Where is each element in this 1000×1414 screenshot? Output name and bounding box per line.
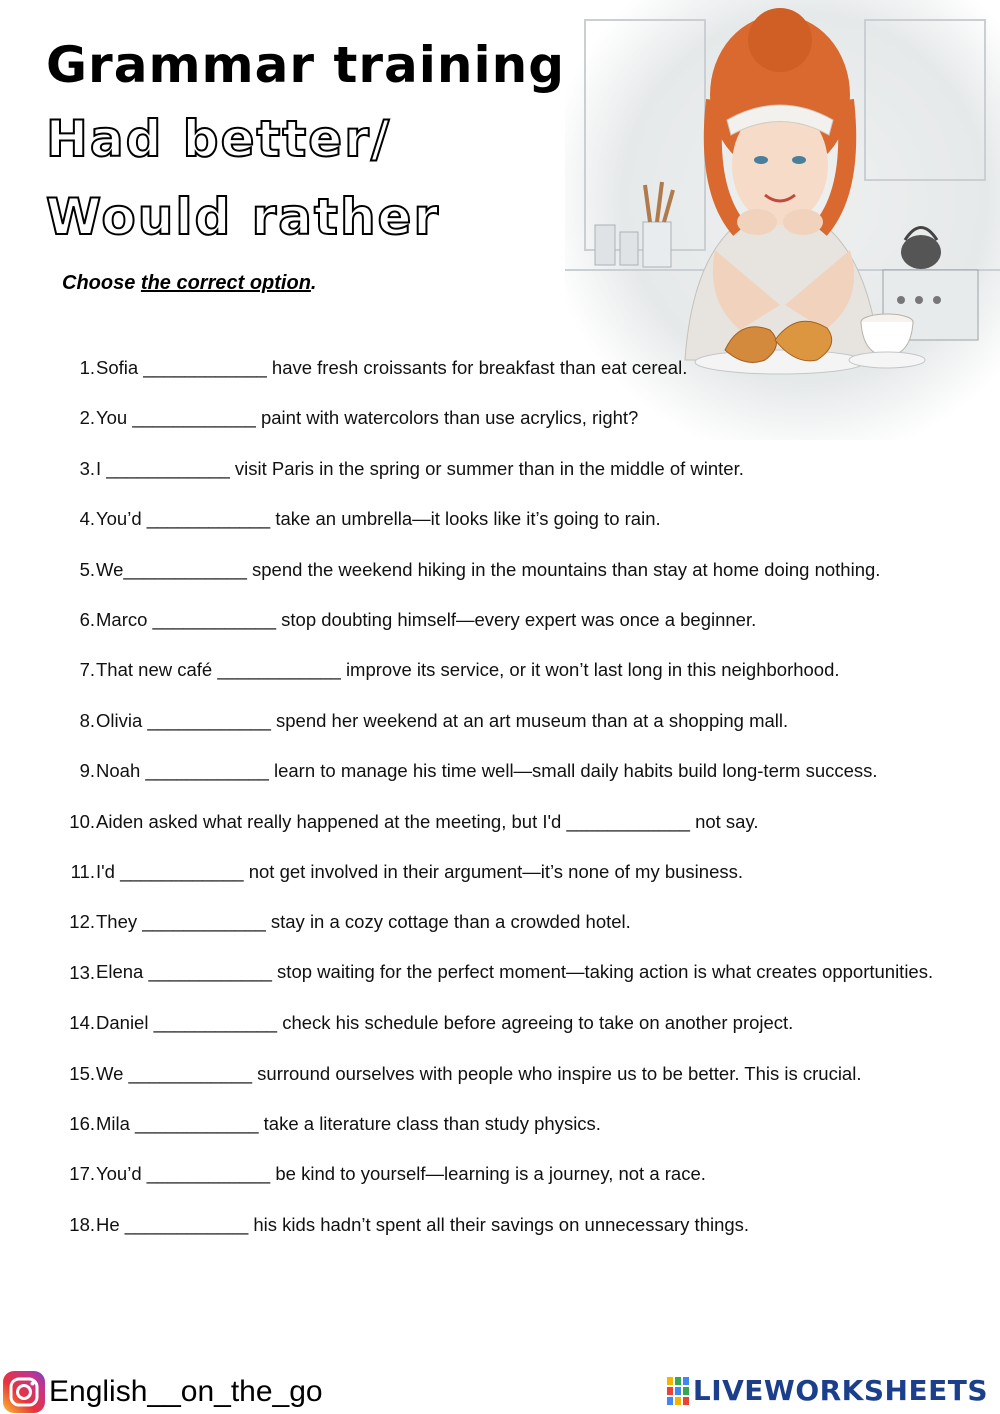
exercise-text: Olivia ____________ spend her weekend at an art museum than at a shopping mall. <box>96 709 789 731</box>
exercise-text: Marco ____________ stop doubting himself—every expert was once a beginner. <box>96 608 757 630</box>
exercise-item <box>60 909 962 934</box>
exercise-number: 9. <box>79 760 95 782</box>
page-title: Grammar training <box>46 36 566 94</box>
exercise-text: Elena ____________ stop waiting for the perfect moment—taking action is what creates opportunities. <box>96 961 934 982</box>
exercise-text: I ____________ visit Paris in the spring or summer than in the middle of winter. <box>96 457 744 479</box>
instruction-suffix: . <box>310 272 317 294</box>
exercise-text: Sofia ____________ have fresh croissants for breakfast than eat cereal. <box>96 357 688 378</box>
exercise-text: We____________ spend the weekend hiking in the mountains than stay at home doing nothing. <box>96 558 881 580</box>
exercise-number: 10. <box>69 810 95 832</box>
exercise-text: Aiden asked what really happened at the meeting, but I'd ____________ not say. <box>96 810 759 832</box>
exercise-text: Daniel ____________ check his schedule before agreeing to take on another project. <box>96 1012 794 1034</box>
exercise-number: 4. <box>79 508 95 530</box>
exercise-item <box>60 355 962 380</box>
exercise-item <box>60 607 962 632</box>
exercise-number: 14. <box>69 1012 95 1034</box>
social-handle[interactable]: English__on_the_go <box>49 1375 323 1408</box>
exercise-number: 17. <box>69 1163 95 1185</box>
exercise-text: I'd ____________ not get involved in their argument—it’s none of my business. <box>96 860 743 882</box>
exercise-text: That new café ____________ improve its service, or it won’t last long in this neighborhood. <box>96 659 840 681</box>
exercise-text: You ____________ paint with watercolors than use acrylics, right? <box>96 407 639 429</box>
exercise-item <box>60 1212 962 1237</box>
instagram-icon[interactable] <box>2 1370 46 1414</box>
exercise-text: We ____________ surround ourselves with people who inspire us to be better. This is crucial. <box>96 1062 862 1084</box>
exercise-number: 12. <box>69 911 95 933</box>
exercise-text: They ____________ stay in a cozy cottage than a crowded hotel. <box>96 911 631 933</box>
exercise-item <box>60 506 962 531</box>
exercise-text: You’d ____________ be kind to yourself—learning is a journey, not a race. <box>96 1163 706 1185</box>
subtitle-line-1: Had better/ <box>46 110 392 168</box>
exercise-list <box>60 355 962 1262</box>
exercise-text: Mila ____________ take a literature class than study physics. <box>96 1112 601 1134</box>
exercise-number: 6. <box>79 608 95 630</box>
instruction-prefix: Choose <box>62 272 141 294</box>
exercise-item <box>60 456 962 481</box>
exercise-text: Noah ____________ learn to manage his time well—small daily habits build long-term success. <box>96 760 878 782</box>
exercise-number: 7. <box>79 659 95 681</box>
exercise-item <box>60 1010 962 1035</box>
exercise-item <box>60 1061 962 1086</box>
exercise-item <box>60 1111 962 1136</box>
exercise-item <box>60 960 962 985</box>
exercise-text: He ____________ his kids hadn’t spent all their savings on unnecessary things. <box>96 1213 750 1235</box>
exercise-item <box>60 708 962 733</box>
exercise-number: 15. <box>69 1062 95 1084</box>
exercise-item <box>60 657 962 682</box>
instruction <box>62 272 316 295</box>
exercise-number: 8. <box>79 709 95 731</box>
exercise-item <box>60 1161 962 1186</box>
exercise-number: 2. <box>79 407 95 429</box>
brand-name[interactable]: LIVEWORKSHEETS <box>692 1374 988 1407</box>
exercise-item <box>60 809 962 834</box>
exercise-item <box>60 758 962 783</box>
footer-social <box>2 1370 323 1414</box>
exercise-number: 1. <box>79 357 95 378</box>
footer-brand <box>667 1374 988 1407</box>
exercise-number: 3. <box>79 457 95 479</box>
exercise-text: You’d ____________ take an umbrella—it looks like it’s going to rain. <box>96 508 661 530</box>
exercise-number: 13. <box>69 961 95 983</box>
exercise-number: 11. <box>70 860 95 882</box>
liveworksheets-logo-icon <box>667 1377 689 1405</box>
exercise-item <box>60 859 962 884</box>
exercise-number: 18. <box>69 1213 95 1235</box>
exercise-item <box>60 557 962 582</box>
exercise-number: 16. <box>69 1112 95 1134</box>
exercise-item <box>60 405 962 430</box>
instruction-underlined: the correct option <box>140 272 311 294</box>
subtitle-line-2: Would rather <box>46 188 441 246</box>
exercise-number: 5. <box>79 558 95 580</box>
